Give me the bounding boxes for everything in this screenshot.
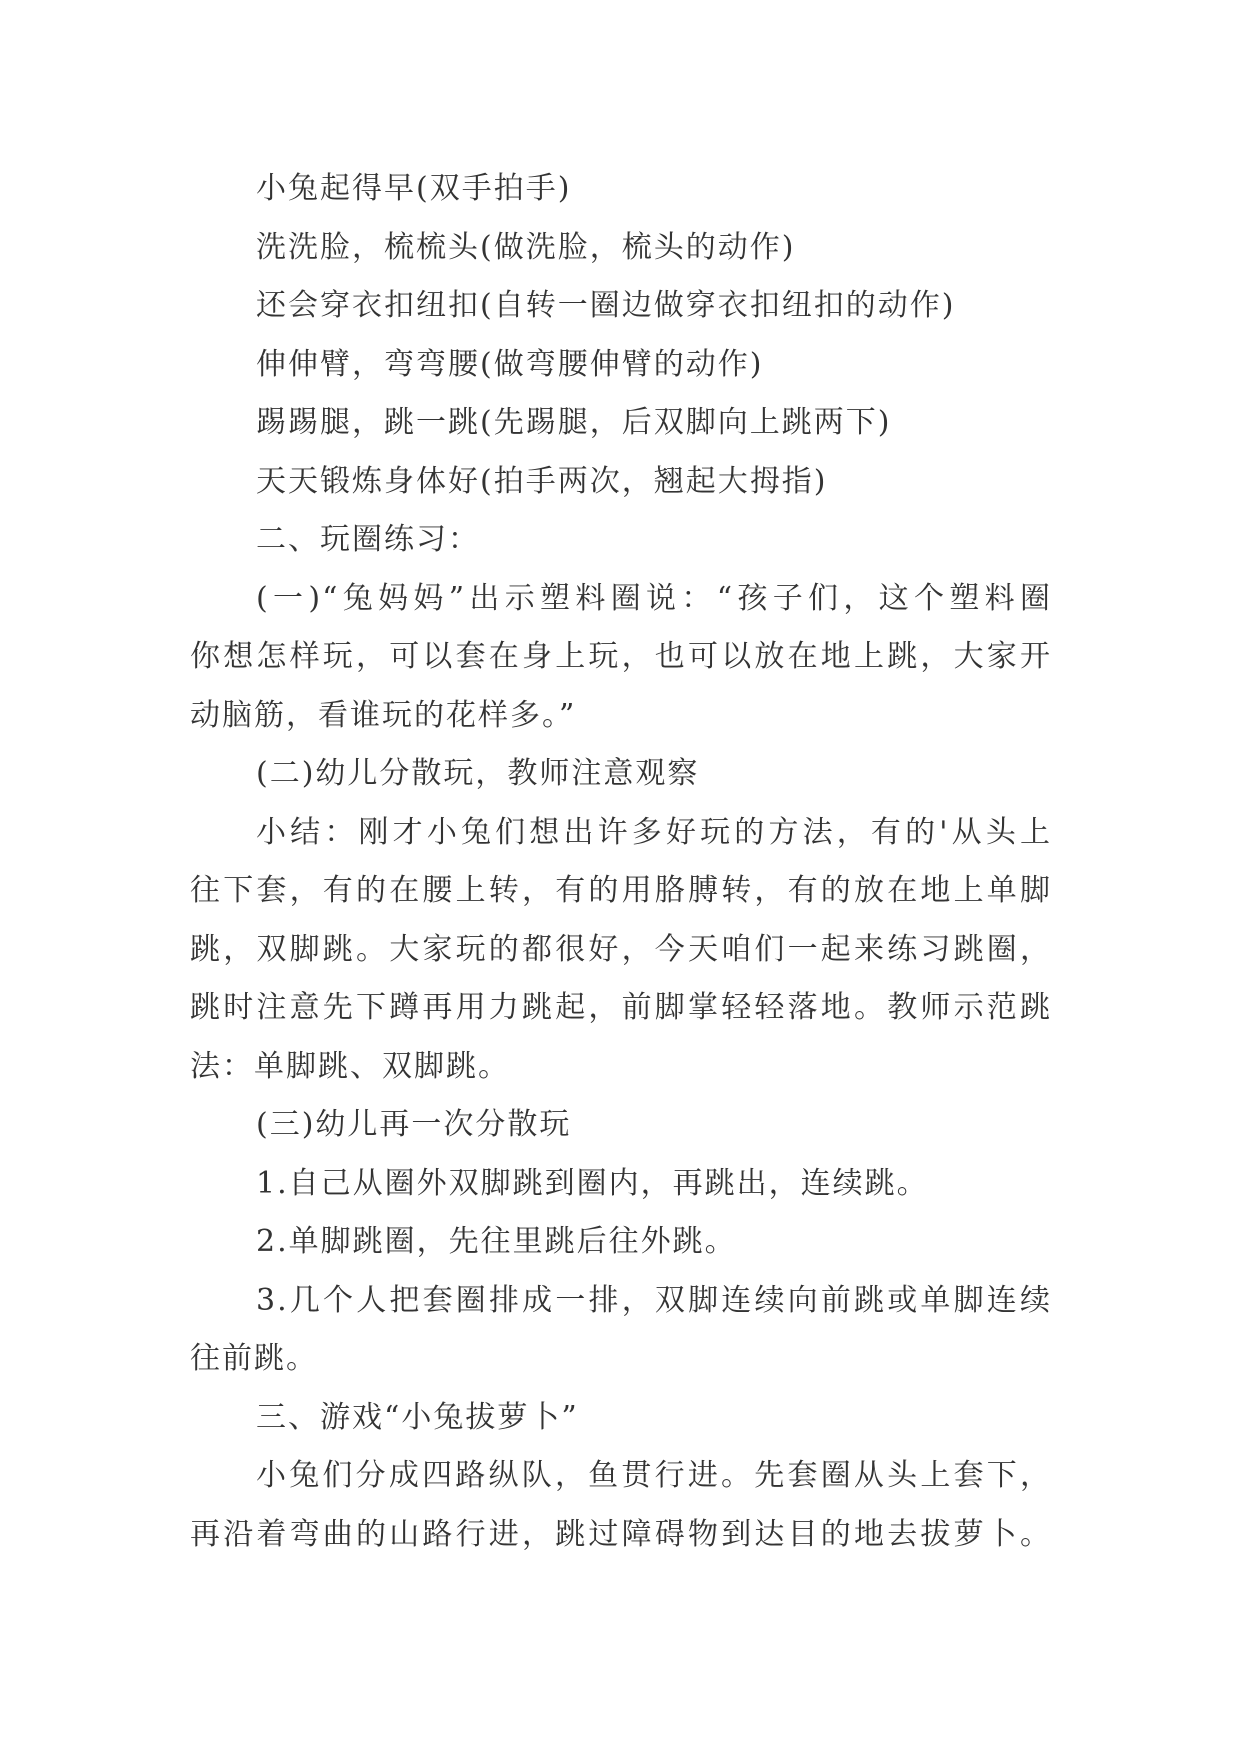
text-line: 1.自己从圈外双脚跳到圈内，再跳出，连续跳。 xyxy=(256,1165,929,1201)
document-body xyxy=(190,160,1052,1564)
text-line: 天天锻炼身体好(拍手两次，翘起大拇指) xyxy=(256,463,828,499)
text-line: 跳时注意先下蹲再用力跳起，前脚掌轻轻落地。教师示范跳 xyxy=(190,990,1052,1025)
section-heading: 三、游戏“小兔拔萝卜” xyxy=(256,1399,579,1435)
text-line: 小结：刚才小兔们想出许多好玩的方法，有的'从头上 xyxy=(256,814,1052,850)
text-line: 小兔起得早(双手拍手) xyxy=(256,171,572,206)
text-line: 3.几个人把套圈排成一排，双脚连续向前跳或单脚连续 xyxy=(256,1282,1052,1318)
section-heading: 二、玩圈练习： xyxy=(256,522,480,557)
text-line: 再沿着弯曲的山路行进，跳过障碍物到达目的地去拔萝卜。 xyxy=(190,1516,1052,1552)
text-line: 踢踢腿，跳一跳(先踢腿，后双脚向上跳两下) xyxy=(256,405,892,440)
text-line: 往下套，有的在腰上转，有的用胳膊转，有的放在地上单脚 xyxy=(190,873,1052,908)
text-line: 伸伸臂，弯弯腰(做弯腰伸臂的动作) xyxy=(256,346,764,382)
text-line: (一)“兔妈妈”出示塑料圈说：“孩子们，这个塑料圈 xyxy=(256,580,1052,616)
text-line: 动脑筋，看谁玩的花样多。” xyxy=(190,697,577,733)
text-line: (二)幼儿分散玩，教师注意观察 xyxy=(256,756,700,791)
text-line: 还会穿衣扣纽扣(自转一圈边做穿衣扣纽扣的动作) xyxy=(256,288,956,323)
text-line: 跳，双脚跳。大家玩的都很好，今天咱们一起来练习跳圈， xyxy=(190,931,1052,967)
text-line: (三)幼儿再一次分散玩 xyxy=(256,1107,572,1142)
text-line: 法：单脚跳、双脚跳。 xyxy=(190,1048,510,1084)
text-line: 你想怎样玩，可以套在身上玩，也可以放在地上跳，大家开 xyxy=(190,639,1052,674)
text-line: 洗洗脸，梳梳头(做洗脸，梳头的动作) xyxy=(256,229,796,265)
text-line: 2.单脚跳圈，先往里跳后往外跳。 xyxy=(256,1224,737,1259)
text-line: 小兔们分成四路纵队，鱼贯行进。先套圈从头上套下， xyxy=(256,1458,1052,1493)
text-line: 往前跳。 xyxy=(190,1341,318,1376)
